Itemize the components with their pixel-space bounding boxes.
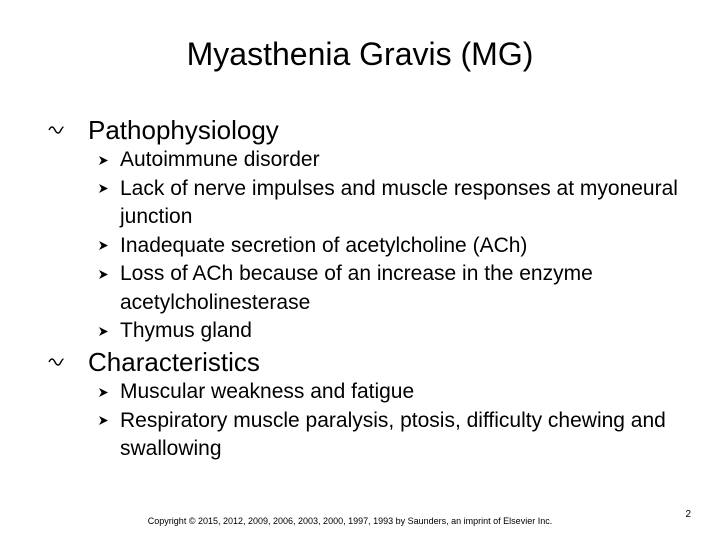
list-item [98,407,688,464]
list-item-text: Muscular weakness and fatigue [120,380,415,403]
wave-bullet-icon [48,357,88,367]
list-item [98,260,688,317]
bullet-list [48,378,688,464]
list-item [98,175,688,232]
page-number: 2 [685,509,691,520]
wave-bullet-icon [48,125,88,135]
list-item-text: Respiratory muscle paralysis, ptosis, difficulty chewing and swallowing [120,408,666,460]
section-characteristics [48,346,688,464]
arrow-bullet-icon [98,175,120,204]
section-heading [48,114,688,146]
section-heading [48,346,688,378]
list-item [98,378,688,407]
section-heading-text: Pathophysiology [88,115,279,145]
slide-title: Myasthenia Gravis (MG) [186,36,534,72]
section-pathophysiology [48,114,688,346]
arrow-bullet-icon [98,378,120,407]
list-item-text: Lack of nerve impulses and muscle responses at myoneural junction [120,176,678,228]
list-item-text: Thymus gland [120,319,252,342]
arrow-bullet-icon [98,146,120,175]
list-item [98,146,688,175]
list-item-text: Inadequate secretion of acetylcholine (ACh) [120,233,528,257]
list-item-text: Autoimmune disorder [120,148,320,171]
copyright-footer: Copyright © 2015, 2012, 2009, 2006, 2003, 2000, 1997, 1993 by Saunders, an imprint of Elsevier Inc. [147,516,553,526]
arrow-bullet-icon [98,232,120,261]
list-item [98,317,688,346]
arrow-bullet-icon [98,260,120,289]
arrow-bullet-icon [98,317,120,346]
section-heading-text: Characteristics [88,347,260,377]
bullet-list [48,146,688,346]
list-item [98,232,688,261]
list-item-text: Loss of ACh because of an increase in the enzyme acetylcholinesterase [120,262,593,314]
arrow-bullet-icon [98,407,120,436]
